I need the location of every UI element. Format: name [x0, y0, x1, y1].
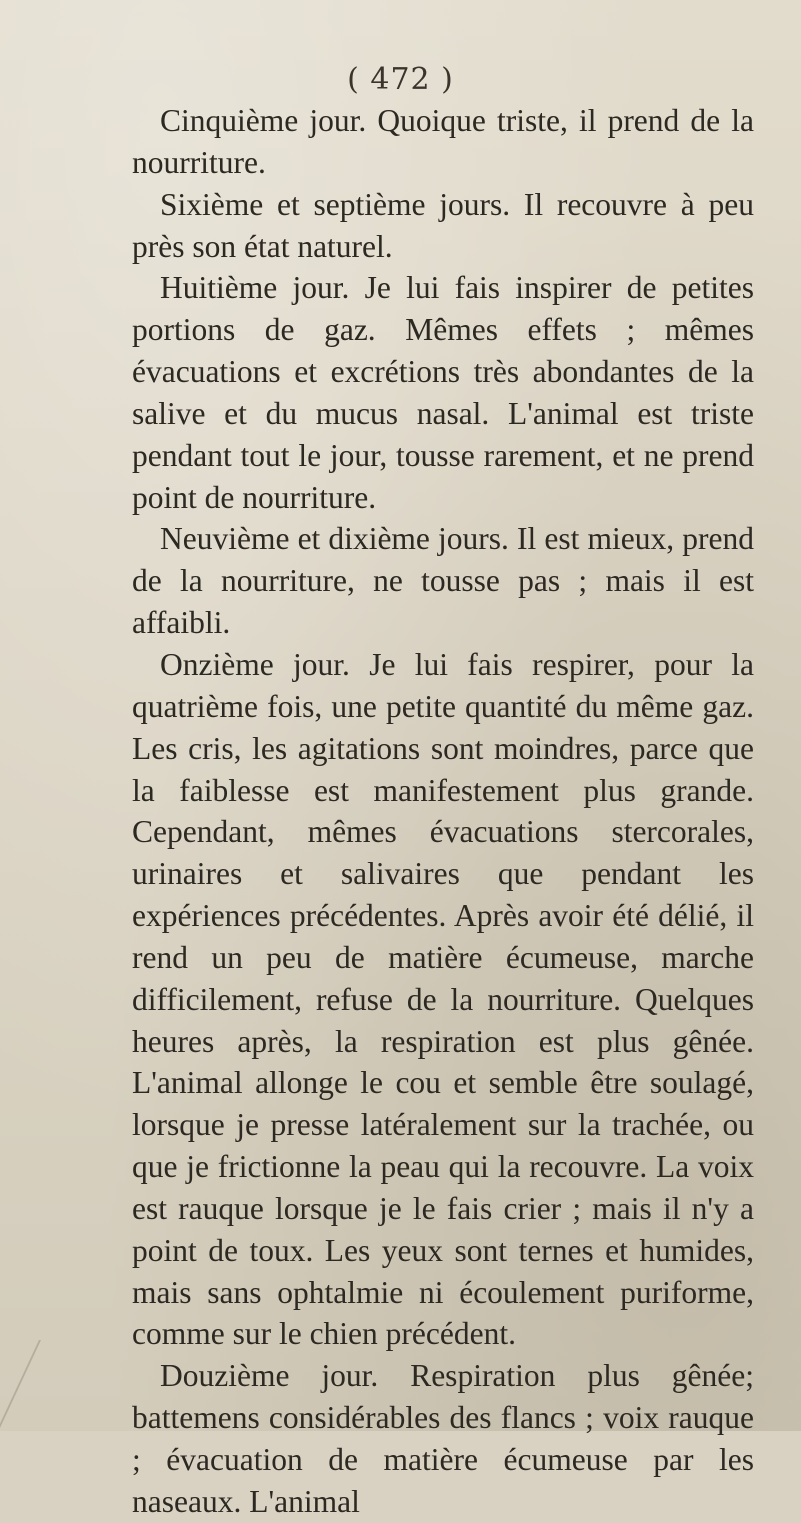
paragraph-eighth-day: Huitième jour. Je lui fais inspirer de petites portions de gaz. Mêmes effets ; mêmes évacuations et excrétions très abondantes de la salive et du mucus nasal. L'animal est triste pendant tout le jour, tousse rarement, et ne prend point de nourriture. — [132, 270, 754, 515]
paragraph-ninth-tenth-days: Neuvième et dixième jours. Il est mieux, prend de la nourriture, ne tousse pas ; mais il est affaibli. — [132, 521, 754, 641]
paragraph-twelfth-day: Douzième jour. Respiration plus gênée; battemens considérables des flancs ; voix rauque ; évacuation de matière écumeuse par les naseaux. L'animal — [132, 1358, 754, 1519]
paper-crease — [0, 1340, 101, 1430]
page-number: ( 472 ) — [347, 62, 454, 97]
body-text — [132, 100, 754, 1523]
paragraph-sixth-seventh-days: Sixième et septième jours. Il recouvre à peu près son état naturel. — [132, 186, 754, 264]
paragraph-fifth-day: Cinquième jour. Quoique triste, il prend de la nourriture. — [132, 103, 754, 180]
paragraph-eleventh-day: Onzième jour. Je lui fais respirer, pour la quatrième fois, une petite quantité du même gaz. Les cris, les agitations sont moindres, parce que la faiblesse est manifestement plus grande. Cependant, mêmes évacuations stercorales, urinaires et salivaires que pendant les expériences précédentes. Après avoir été délié, il rend un peu de matière écumeuse, marche difficilement, refuse de la nourriture. Quelques heures après, la respiration est plus gênée. L'animal allonge le cou et semble être soulagé, lorsque je presse latéralement sur la trachée, ou que je frictionne la peau qui la recouvre. La voix est rauque lorsque je le fais crier ; mais il n'y a point de toux. Les yeux sont ternes et humides, mais sans ophtalmie ni écoulement puriforme, comme sur le chien précédent. — [132, 646, 754, 1352]
